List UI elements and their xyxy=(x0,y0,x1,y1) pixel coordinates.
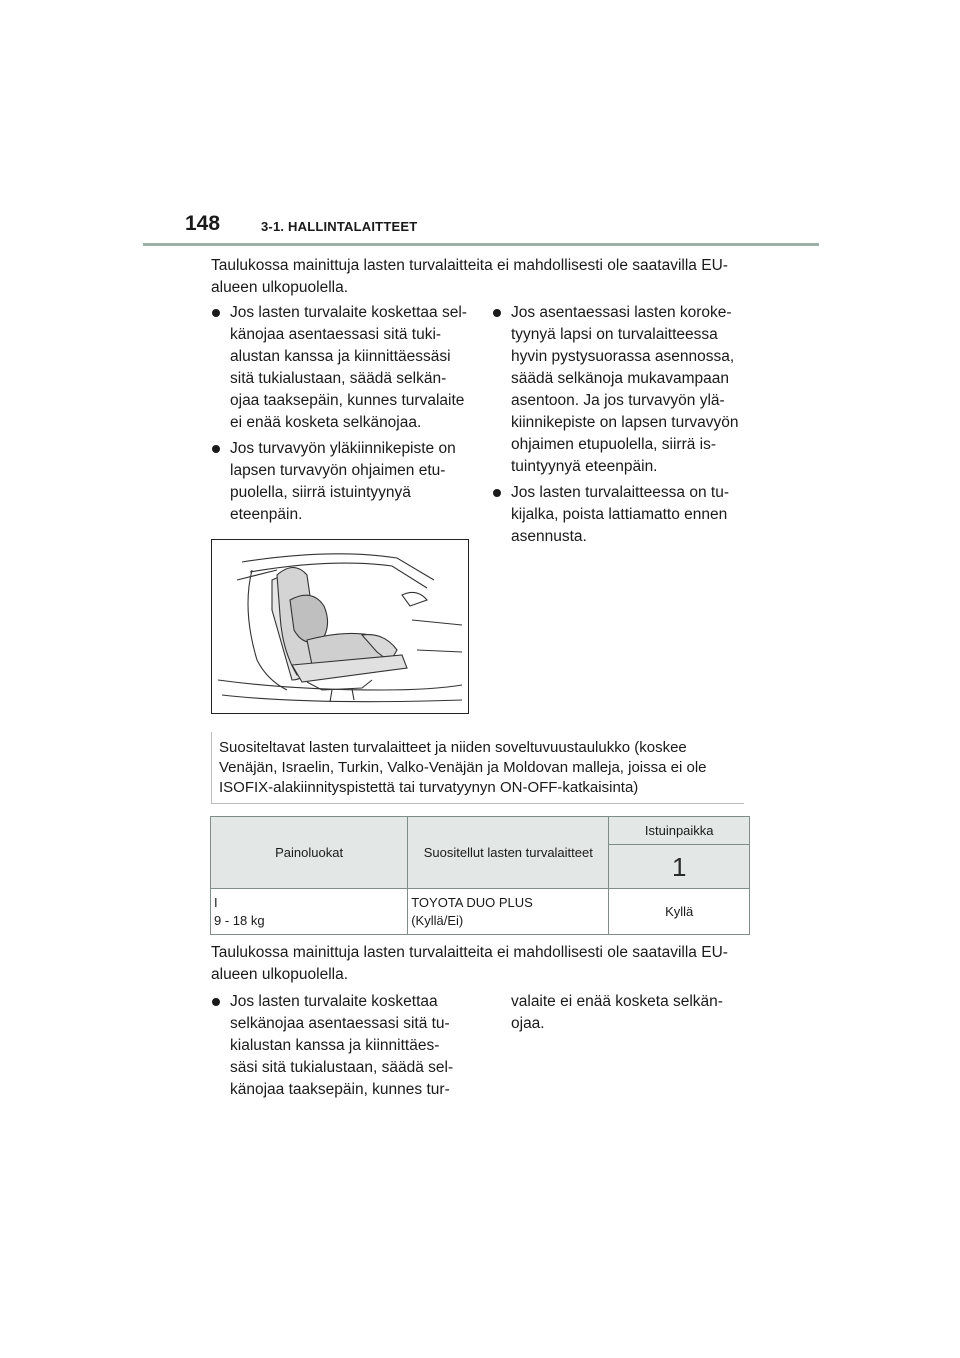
header-weight-class: Painoluokat xyxy=(211,817,408,889)
bullet-item xyxy=(210,991,490,1101)
bullet-text: Jos lasten turvalaite koskettaa sel- känojaa asentaessasi sitä tuki- alustan kanssa ja kiinnittäessäsi sitä tukialustaan, säädä selkän- ojaa taaksepäin, kunnes turvalaite ei enää kosketa selkänojaa. xyxy=(230,304,467,431)
bullet-icon xyxy=(493,309,501,317)
bullet-text: Jos asentaessasi lasten koroke- tyynyä lapsi on turvalaitteessa hyvin pystysuorassa asennossa, säädä selkänoja mukavampaan asentoon. Ja jos turvavyön ylä- kiinnikepiste on lapsen turvavyön ohjaimen etupuolella, siirrä is- tuintyynyä eteenpäin. xyxy=(511,304,739,475)
device-cell: TOYOTA DUO PLUS (Kyllä/Ei) xyxy=(408,889,609,935)
bullet-text: Jos lasten turvalaite koskettaa selkänojaa asentaessasi sitä tu- kialustan kanssa ja kiinnittäes- säsi sitä tukialustaan, säädä sel- känojaa taaksepäin, kunnes tur- xyxy=(230,993,454,1098)
bullet-icon xyxy=(493,489,501,497)
intro-paragraph: Taulukossa mainittuja lasten turvalaitteita ei mahdollisesti ole saatavilla EU-alueen ulkopuolella. xyxy=(211,257,728,296)
bullet-text: Jos lasten turvalaitteessa on tu- kijalka, poista lattiamatto ennen asennusta. xyxy=(511,484,729,545)
outro-paragraph: Taulukossa mainittuja lasten turvalaitteita ei mahdollisesti ole saatavilla EU-alueen ulkopuolella. xyxy=(211,944,728,983)
bullet-continuation: valaite ei enää kosketa selkän- ojaa. xyxy=(511,993,723,1032)
child-seat-drawing xyxy=(212,540,468,713)
section-title: 3-1. HALLINTALAITTEET xyxy=(261,219,418,234)
header-seat-position: Istuinpaikka xyxy=(609,817,750,845)
header-rule xyxy=(143,243,819,246)
bullet-icon xyxy=(212,309,220,317)
seat-position-cell xyxy=(609,845,750,889)
child-seat-illustration xyxy=(211,539,469,714)
bullet-item xyxy=(491,482,773,548)
bullet-text: Jos turvavyön yläkiinnikepiste on lapsen turvavyön ohjaimen etu- puolella, siirrä istuintyynyä eteenpäin. xyxy=(230,440,456,523)
seat-number: 1 xyxy=(671,851,687,882)
bullet-icon xyxy=(212,445,220,453)
weight-class-cell: I 9 - 18 kg xyxy=(211,889,408,935)
header-recommended-devices: Suositellut lasten turvalaitteet xyxy=(408,817,609,889)
page-number: 148 xyxy=(185,212,221,235)
child-seat-table xyxy=(210,816,750,935)
bullet-item xyxy=(210,302,480,434)
bullet-item xyxy=(210,438,480,526)
table-caption: Suositeltavat lasten turvalaitteet ja niiden soveltuvuustaulukko (koskee Venäjän, Israelin, Turkin, Valko-Venäjän ja Moldovan malleja, joissa ei ole ISOFIX-alakiinnityspistettä tai turvatyynyn ON-OFF-katkaisinta) xyxy=(211,732,744,804)
table-row xyxy=(211,889,750,935)
bullet-icon xyxy=(212,998,220,1006)
seat-suitability-cell: Kyllä xyxy=(609,889,750,935)
bullet-item xyxy=(491,302,773,478)
